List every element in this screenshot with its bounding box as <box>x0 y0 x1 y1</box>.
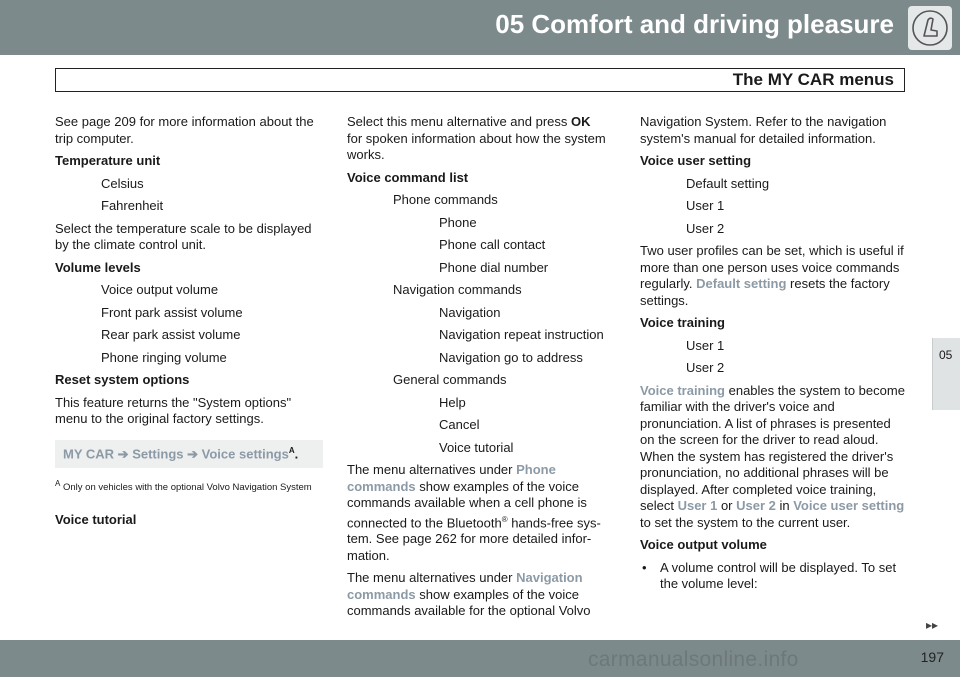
training-text-2: to set the system to the current user. <box>640 514 851 530</box>
select-text <box>347 114 609 164</box>
next-page-arrows-icon[interactable]: ▸▸ <box>926 618 939 632</box>
p1-b: show examples of the voice commands available when a cell phone is connected to the Bluetooth <box>347 478 587 530</box>
list-item: Phone dial number <box>439 259 549 275</box>
list-item: Phone <box>439 214 477 230</box>
group-phone-commands: Phone commands <box>393 192 498 207</box>
list-item: User 1 <box>686 337 725 353</box>
list-item: Voice output volume <box>101 282 219 297</box>
chapter-title: 05 Comfort and driving pleasure <box>495 9 894 39</box>
seat-icon <box>908 6 952 50</box>
list-item: User 1 <box>686 198 725 213</box>
list-item: Phone ringing volume <box>101 349 227 365</box>
list-item: Phone call contact <box>439 237 546 252</box>
list-item: Help <box>439 394 466 410</box>
bullet-item: • A volume control will be displayed. To set the volume level: <box>640 560 908 593</box>
voice-training-link: Voice training <box>640 382 725 398</box>
footnote <box>55 478 323 494</box>
training-text-1: enables the system to become familiar with the driver's voice and pronunciation. A list of phrases is presented on the screen for the driver to read aloud. When the system has registered the driver's pronunciation, no additional phrases will be displayed. After completed voice training, select <box>640 382 905 513</box>
column-1 <box>55 114 323 534</box>
p2-b: show examples of the voice commands available for the optional Volvo <box>347 586 591 619</box>
temperature-desc: Select the temperature scale to be displayed by the climate control unit. <box>55 220 312 252</box>
column-3 <box>640 114 908 599</box>
p1-a: The menu alternatives under <box>347 462 517 477</box>
navigation-commands-paragraph <box>347 570 609 620</box>
select-text-b: for spoken information about how the system works. <box>347 130 606 162</box>
path-settings: Settings <box>132 445 184 461</box>
list-item: Celsius <box>101 175 144 191</box>
list-item: Rear park assist volume <box>101 327 241 342</box>
in-text: in <box>775 498 794 513</box>
phone-commands-link: Phone commands <box>347 462 556 494</box>
list-item: Navigation go to address <box>439 349 583 365</box>
ok-key: OK <box>571 114 591 129</box>
user-1-link: User 1 <box>677 498 718 513</box>
footnote-ref: A <box>288 445 295 455</box>
menu-path <box>55 440 323 468</box>
side-tab-label: 05 <box>939 348 953 362</box>
voice-training-paragraph <box>640 383 908 532</box>
navigation-system-text: Navigation System. Refer to the navigation system's manual for detailed information. <box>640 114 887 146</box>
p1-c: hands-free sys-tem. See page 262 for more detailed infor-mation. <box>347 514 601 563</box>
list-item: Cancel <box>439 417 480 432</box>
phone-commands-paragraph <box>347 462 609 564</box>
arrow-right-icon: ➔ <box>117 445 129 461</box>
select-text-a: Select this menu alternative and press <box>347 114 572 129</box>
or-text: or <box>717 498 737 513</box>
arrow-right-icon: ➔ <box>187 445 199 461</box>
registered-mark: ® <box>501 514 508 524</box>
list-item: Front park assist volume <box>101 304 243 320</box>
list-item: Voice tutorial <box>439 439 514 455</box>
p2-a: The menu alternatives under <box>347 570 517 586</box>
list-item: Navigation repeat instruction <box>439 327 604 342</box>
group-navigation-commands: Navigation commands <box>393 282 522 297</box>
list-item: Navigation <box>439 304 501 320</box>
watermark: carmanualsonline.info <box>588 648 799 671</box>
reset-options-desc: This feature returns the "System options" menu to the original factory settings. <box>55 394 292 426</box>
list-item: User 2 <box>686 360 725 375</box>
list-item: User 2 <box>686 220 725 236</box>
footnote-text: Only on vehicles with the optional Volvo Navigation System <box>62 481 312 493</box>
voice-user-setting-link: Voice user setting <box>793 498 905 513</box>
volume-levels-heading: Volume levels <box>55 259 141 275</box>
list-item: Fahrenheit <box>101 198 164 213</box>
page-number: 197 <box>920 649 944 665</box>
navigation-commands-link: Navigation commands <box>347 570 583 602</box>
path-voice-settings: Voice settings <box>201 445 289 461</box>
voice-training-heading: Voice training <box>640 315 725 330</box>
footnote-mark: A <box>55 478 61 488</box>
path-my-car: MY CAR <box>63 445 115 461</box>
user-profiles-paragraph <box>640 243 908 309</box>
list-item: Default setting <box>686 175 770 191</box>
default-setting-link: Default setting <box>696 276 787 291</box>
profiles-a: Two user profiles can be set, which is useful if more than one person uses voice commands regularly. <box>640 243 904 291</box>
footer-bar <box>0 640 960 677</box>
section-title: The MY CAR menus <box>732 70 894 89</box>
group-general-commands: General commands <box>393 372 507 387</box>
command-list-heading: Voice command list <box>347 169 469 185</box>
section-title-box <box>55 68 905 92</box>
user-2-link: User 2 <box>736 498 776 513</box>
trip-computer-text: See page 209 for more information about the trip computer. <box>55 114 314 146</box>
voice-output-volume-heading: Voice output volume <box>640 537 767 552</box>
profiles-b: resets the factory settings. <box>640 276 890 308</box>
voice-tutorial-heading: Voice tutorial <box>55 511 137 527</box>
column-2 <box>347 114 609 626</box>
path-end: . <box>294 445 299 461</box>
chapter-side-tab[interactable] <box>932 338 960 410</box>
temperature-unit-heading: Temperature unit <box>55 153 161 168</box>
reset-options-heading: Reset system options <box>55 372 190 387</box>
voice-user-setting-heading: Voice user setting <box>640 153 752 168</box>
